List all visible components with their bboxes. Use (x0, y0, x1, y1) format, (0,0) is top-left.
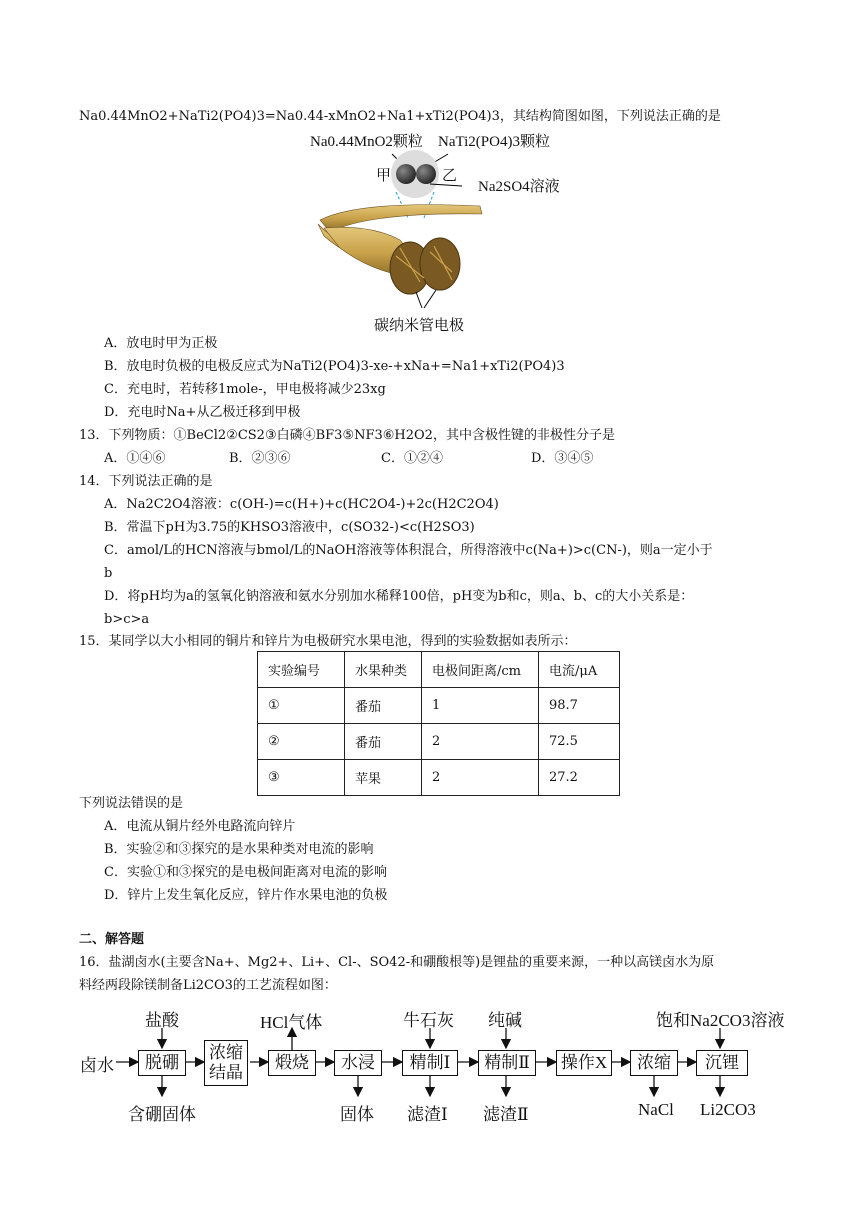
q14-option-d-line1: D．将pH均为a的氢氧化钠溶液和氨水分别加水稀释100倍，pH变为b和c，则a、b、c的大小关系是： (104, 589, 694, 604)
table-cell: 2 (422, 724, 539, 760)
q15-stem: 15．某同学以大小相同的铜片和锌片为电极研究水果电池，得到的实验数据如表所示： (79, 634, 577, 649)
flow-output-residue-1: 滤渣Ⅰ (407, 1105, 448, 1124)
flow-box-water-leach: 水浸 (334, 1050, 382, 1076)
table-header-cell: 实验编号 (258, 652, 345, 688)
q14-option-d-line2: b>c>a (104, 612, 150, 627)
q15-option-b: B．实验②和③探究的是水果种类对电流的影响 (104, 842, 374, 857)
q12-option-d: D．充电时Na+从乙极迁移到甲极 (104, 405, 301, 420)
table-header-cell: 水果种类 (345, 652, 422, 688)
flow-box-operation-x: 操作X (556, 1050, 612, 1076)
table-header-row (258, 652, 620, 688)
q12-stem (79, 108, 721, 126)
q13-option-b: B．②③⑥ (229, 451, 291, 466)
table-cell: 番茄 (345, 724, 422, 760)
q13-stem: 13．下列物质：①BeCl2②CS2③白磷④BF3⑤NF3⑥H2O2，其中含极性键的非极性分子是 (79, 428, 615, 443)
table-header-cell: 电极间距离/cm (422, 652, 539, 688)
q16-stem-line1: 16．盐湖卤水(主要含Na+、Mg2+、Li+、Cl-、SO42-和硼酸根等)是锂盐的重要来源，一种以高镁卤水为原 (79, 955, 715, 970)
table-row (258, 688, 620, 724)
flow-output-solid: 固体 (340, 1105, 374, 1124)
table-cell: 27.2 (539, 760, 620, 796)
table-cell: ③ (258, 760, 345, 796)
flow-input-saturated-na2co3: 饱和Na2CO3溶液 (656, 1011, 785, 1030)
q14-option-c-line2: b (104, 566, 113, 581)
process-flowchart (0, 1000, 868, 1130)
flow-output-nacl: NaCl (638, 1100, 674, 1119)
table-row (258, 724, 620, 760)
table-row (258, 760, 620, 796)
flow-output-boron-solid: 含硼固体 (128, 1105, 196, 1124)
electrode-figure (300, 128, 600, 338)
table-cell: 72.5 (539, 724, 620, 760)
q12-stem-text: Na0.44MnO2+NaTi2(PO4)3=Na0.44-xMnO2+Na1+xTi2(PO4)3，其结构简图如图，下列说法正确的是 (79, 109, 721, 124)
flow-box-precipitate-lithium: 沉锂 (696, 1050, 748, 1076)
q15-after-table: 下列说法错误的是 (79, 796, 184, 811)
q15-option-c: C．实验①和③探究的是电极间距离对电流的影响 (104, 865, 387, 880)
q14-option-b: B．常温下pH为3.75的KHSO3溶液中，c(SO32-)<c(H2SO3) (104, 520, 475, 535)
q12-option-a: A．放电时甲为正极 (104, 336, 218, 351)
q14-stem: 14．下列说法正确的是 (79, 474, 213, 489)
flow-box-calcine: 煅烧 (268, 1050, 316, 1076)
table-cell: 98.7 (539, 688, 620, 724)
table-cell: 苹果 (345, 760, 422, 796)
q13-option-d: D．③④⑤ (531, 451, 594, 466)
flow-box-refine-2: 精制Ⅱ (478, 1050, 536, 1076)
flow-box-refine-1: 精制Ⅰ (402, 1050, 458, 1076)
flow-output-residue-2: 滤渣Ⅱ (483, 1105, 529, 1124)
q13-option-a: A．①④⑥ (104, 451, 166, 466)
flow-input-quicklime: 牛石灰 (403, 1011, 454, 1030)
flow-start-brine: 卤水 (80, 1056, 114, 1075)
flow-box-concentrate: 浓缩 (630, 1050, 678, 1076)
q13-option-c: C．①②④ (381, 451, 443, 466)
table-cell: 2 (422, 760, 539, 796)
flow-output-hcl-gas: HCl气体 (260, 1013, 323, 1032)
table-cell: ① (258, 688, 345, 724)
q14-option-a: A．Na2C2O4溶液：c(OH-)=c(H+)+c(HC2O4-)+2c(H2C2O4) (104, 497, 499, 512)
flow-input-soda: 纯碱 (488, 1011, 522, 1030)
q16-stem-line2: 料经两段除镁制备Li2CO3的工艺流程如图： (79, 978, 337, 993)
label-na2so4-solution: Na2SO4溶液 (478, 179, 560, 195)
section-heading: 二、解答题 (79, 932, 145, 947)
flow-output-li2co3: Li2CO3 (700, 1100, 756, 1119)
table-header-cell: 电流/μA (539, 652, 620, 688)
table-cell: 1 (422, 688, 539, 724)
label-jia: 甲 (376, 168, 392, 184)
q12-option-b: B．放电时负极的电极反应式为NaTi2(PO4)3-xe-+xNa+=Na1+xTi2(PO4)3 (104, 359, 565, 374)
flow-input-hcl: 盐酸 (145, 1011, 179, 1030)
q15-option-a: A．电流从铜片经外电路流向锌片 (104, 819, 296, 834)
flow-box-deboron: 脱硼 (138, 1050, 186, 1076)
flow-box-concentrate-crystallize: 浓缩结晶 (204, 1040, 248, 1086)
label-nati-particle: NaTi2(PO4)3颗粒 (438, 134, 550, 150)
fruit-battery-table (257, 651, 620, 796)
q15-option-d: D．锌片上发生氧化反应，锌片作水果电池的负极 (104, 888, 388, 903)
label-yi: 乙 (442, 168, 458, 184)
q14-option-c-line1: C．amol/L的HCN溶液与bmol/L的NaOH溶液等体积混合，所得溶液中c(Na+)>c(CN-)，则a一定小于 (104, 543, 713, 558)
table-cell: 番茄 (345, 688, 422, 724)
label-mno2-particle: Na0.44MnO2颗粒 (310, 134, 423, 150)
nanotube-drawing (300, 128, 600, 338)
table-cell: ② (258, 724, 345, 760)
label-nanotube-electrode: 碳纳米管电极 (374, 318, 465, 334)
q12-option-c: C．充电时，若转移1mole-，甲电极将减少23xg (104, 382, 386, 397)
